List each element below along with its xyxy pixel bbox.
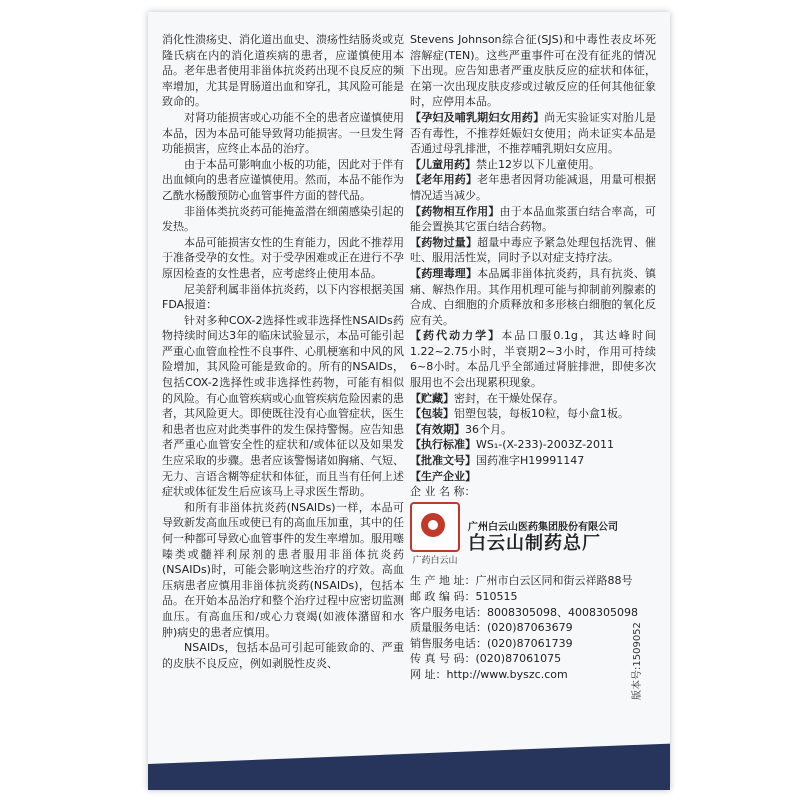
info-value: 510515	[475, 590, 518, 603]
left-column	[162, 32, 404, 671]
contact-info	[410, 573, 656, 682]
section-tag: 【贮藏】	[410, 391, 454, 405]
section-text: 铝塑包装，每板10粒，每小盒1板。	[454, 407, 629, 421]
info-label: 生 产 地 址：	[410, 574, 476, 588]
section	[410, 235, 656, 266]
info-value: http://www.byszc.com	[446, 667, 568, 681]
info-label: 销售服务电话：	[410, 636, 487, 650]
section-text: 老年患者因肾功能减退，用量可根据情况适当减少。	[410, 173, 657, 202]
section-text: 本品口服0.1g，其达峰时间1.22~2.75小时，半衰期2~3小时，作用可持续6~8小时。本品几乎全部通过肾脏排泄，即使多次服用也不会出现累积现象。	[410, 329, 656, 390]
section	[410, 437, 656, 453]
section	[410, 157, 656, 173]
section-tag: 【孕妇及哺乳期妇女用药】	[410, 110, 545, 124]
section-text: 禁止12岁以下儿童使用。	[476, 157, 600, 171]
section	[410, 469, 656, 485]
logo-block	[410, 502, 460, 570]
info-row	[410, 573, 656, 589]
section-tag: 【批准文号】	[410, 454, 476, 468]
section	[410, 406, 656, 422]
paragraph: 针对多种COX-2选择性或非选择性NSAIDs药物持续时间达3年的临床试验显示，本品可能引起严重心血管血栓性不良事件、心肌梗塞和中风的风险增加，其风险可能是致命的。所有的NSAIDs，包括COX-2选择性或非选择性药物，可能有相似的风险。有心血管疾病或心血管疾病危险因素的患者，其风险更大。即使既往没有心血管症状，医生和患者也应对此类事件的发生保持警惕。应告知患者严重心血管安全性的症状和/或体征以及如果发生应采取的步骤。患者应该警惕诸如胸痛、气短、无力、言语含糊等症状和体征，而且当有任何上述症状或体征发生后应该马上寻求医生帮助。	[162, 313, 404, 499]
info-value: (020)87061739	[487, 636, 573, 650]
paragraph: 对肾功能损害或心功能不全的患者应谨慎使用本品，因为本品可能导致肾功能损害。一旦发生肾功能损害，应终止本品的治疗。	[162, 110, 404, 156]
section-tag: 【药代动力学】	[410, 329, 502, 343]
paragraph: 非甾体类抗炎药可能掩盖潜在细菌感染引起的发热。	[162, 204, 404, 234]
leaflet-sheet	[148, 12, 670, 790]
paragraph: 本品可能损害女性的生育能力，因此不推荐用于准备受孕的女性。对于受孕困难或正在进行不孕原因检查的女性患者，应考虑终止使用本品。	[162, 235, 404, 280]
info-value: (020)87061075	[475, 652, 562, 666]
section-text: 本品属非甾体抗炎药，具有抗炎、镇痛、解热作用。其作用机理可能与抑制前列腺素的合成、白细胞的介质释放和多形核白细胞的氧化反应有关。	[410, 266, 657, 327]
section	[410, 422, 656, 438]
section	[410, 204, 656, 235]
info-label: 网 址：	[410, 667, 447, 681]
paragraph: 和所有非甾体抗炎药(NSAIDs)一样，本品可导致新发高血压或使已有的高血压加重，其中的任何一种都可导致心血管事件的发生率增加。服用噻嗪类或髓袢利尿剂的患者服用非甾体抗炎药(NSAIDs)时，可能会影响这些治疗的疗效。高血压病患者应慎用非甾体抗炎药(NSAIDs)，包括本品。在开始本品治疗和整个治疗过程中应密切监测血压。有高血压和/或心力衰竭(如液体潴留和水肿)病史的患者应慎用。	[162, 500, 404, 639]
info-label: 质量服务电话：	[410, 621, 487, 635]
info-row	[410, 620, 656, 636]
section	[410, 328, 656, 390]
paragraph: 消化性溃疡史、消化道出血史、溃疡性结肠炎或克隆氏病在内的消化道疾病的患者，应谨慎使用本品。老年患者使用非甾体抗炎药出现不良反应的频率增加，尤其是胃肠道出血和穿孔，其风险可能是致命的。	[162, 33, 404, 109]
info-row	[410, 605, 656, 621]
company-factory: 白云山制药总厂	[468, 532, 601, 554]
paragraph: 尼美舒利属非甾体抗炎药，以下内容根据美国FDA报道：	[162, 282, 404, 312]
paragraph: Stevens Johnson综合征(SJS)和中毒性表皮坏死溶解症(TEN)。这些严重事件可在没有征兆的情况下出现。应告知患者严重皮肤反应的症状和体征，在第一次出现皮肤皮疹或过敏反应的任何其他征象时，应停用本品。	[410, 33, 656, 109]
company-block	[410, 502, 656, 570]
section-tag: 【药理毒理】	[410, 266, 478, 280]
logo-caption: 广药白云山	[412, 555, 458, 566]
company-name-label: 企 业 名 称：	[410, 485, 476, 499]
version-number: 版本号:1509052	[632, 622, 643, 700]
info-row	[410, 589, 656, 605]
section	[410, 172, 656, 203]
info-value: (020)87063679	[487, 621, 573, 635]
section-tag: 【药物过量】	[410, 235, 478, 249]
section-tag: 【儿童用药】	[410, 157, 476, 171]
company-names	[468, 520, 618, 554]
section-text: 尚无实验证实对胎儿是否有毒性，不推荐妊娠妇女使用；尚未证实本品是否通过母乳排泄，不推荐哺乳期妇女应用。	[410, 110, 657, 156]
section-text: 国药准字H19991147	[476, 454, 585, 468]
section-tag: 【包装】	[410, 407, 454, 421]
info-value: 8008305098、4008305098	[487, 605, 638, 619]
section-tag: 【执行标准】	[410, 438, 476, 452]
info-row	[410, 636, 656, 652]
section-text: 36个月。	[465, 422, 512, 436]
section-tag: 【老年用药】	[410, 173, 478, 187]
info-label: 邮 政 编 码：	[410, 590, 476, 603]
section	[410, 110, 656, 157]
info-label: 客户服务电话：	[410, 605, 487, 619]
right-column	[410, 32, 656, 683]
paragraph: 由于本品可影响血小板的功能，因此对于伴有出血倾向的患者应谨慎使用。然而，本品不能作为乙酰水杨酸预防心血管事件方面的替代品。	[162, 157, 404, 202]
section	[410, 453, 656, 469]
section-text: WS₁-(X-233)-2003Z-2011	[476, 438, 615, 452]
section	[410, 266, 656, 328]
info-row	[410, 667, 656, 683]
info-value: 广州市白云区同和街云祥路88号	[475, 574, 633, 588]
section-text: 密封，在干燥处保存。	[454, 391, 564, 405]
section-text: 由于本品血浆蛋白结合率高，可能会置换其它蛋白结合药物。	[410, 204, 657, 234]
info-row	[410, 651, 656, 667]
section-tag: 【有效期】	[410, 422, 465, 436]
paragraph: NSAIDs，包括本品可引起可能致命的、严重的皮肤不良反应，例如剥脱性皮炎、	[162, 641, 404, 670]
section-text: 超量中毒应予紧急处理包括洗胃、催吐、服用活性炭，同时予以对症支持疗法。	[410, 235, 657, 265]
section-tag: 【生产企业】	[410, 469, 476, 483]
section-tag: 【药物相互作用】	[410, 204, 500, 218]
company-logo-icon	[410, 502, 460, 552]
company-group: 广州白云山医药集团股份有限公司	[468, 522, 618, 534]
section	[410, 391, 656, 407]
info-label: 传 真 号 码：	[410, 652, 476, 666]
